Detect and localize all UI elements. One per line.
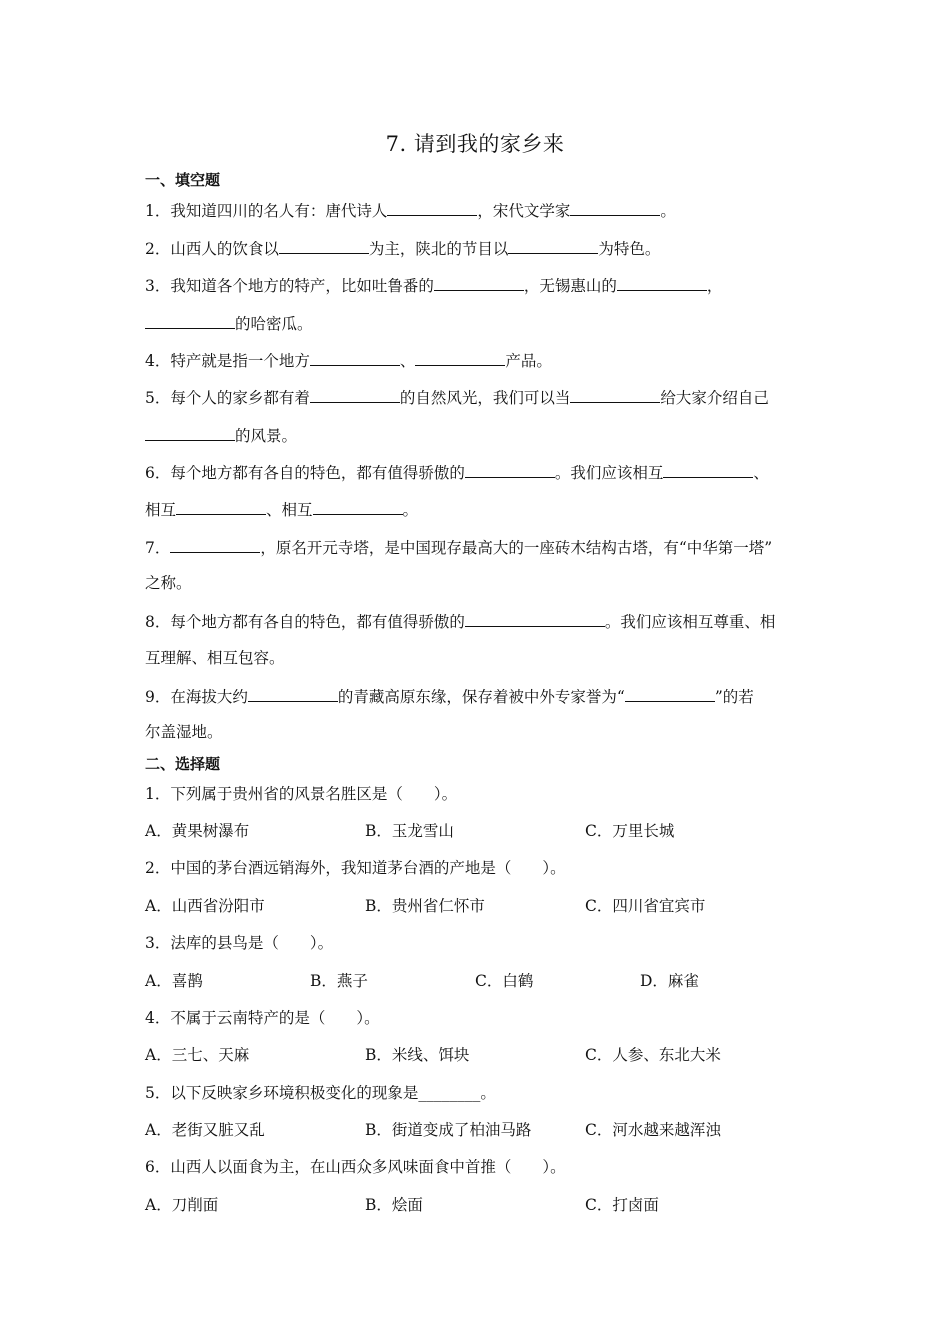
choice-6-option-b[interactable]: B．烩面 xyxy=(365,1196,423,1214)
answer-blank[interactable] xyxy=(170,536,260,553)
answer-blank[interactable] xyxy=(508,237,598,254)
answer-blank[interactable] xyxy=(145,312,235,329)
choice-2-option-c[interactable]: C．四川省宜宾市 xyxy=(585,897,706,915)
choice-question-2: 2．中国的茅台酒远销海外，我知道茅台酒的产地是（ ）。 xyxy=(145,859,566,877)
fill-question-7-cont: 之称。 xyxy=(145,574,192,592)
answer-blank[interactable] xyxy=(313,498,403,515)
choice-5-option-b[interactable]: B．街道变成了柏油马路 xyxy=(365,1121,532,1139)
choice-2-option-a[interactable]: A．山西省汾阳市 xyxy=(145,897,265,915)
fill-question-5: 5．每个人的家乡都有着 的自然风光，我们可以当 给大家介绍自己 xyxy=(145,386,810,408)
fill-question-3-cont: 的哈密瓜。 xyxy=(145,312,810,334)
fill-question-4: 4．特产就是指一个地方 、 产品。 xyxy=(145,349,810,371)
answer-blank[interactable] xyxy=(279,237,369,254)
fill-question-9: 9．在海拔大约 的青藏高原东缘，保存着被中外专家誉为“ ”的若 xyxy=(145,685,810,707)
fill-question-9-cont: 尔盖湿地。 xyxy=(145,723,223,741)
section-fill-heading: 一、填空题 xyxy=(145,171,221,189)
choice-3-option-d[interactable]: D．麻雀 xyxy=(640,972,699,990)
answer-blank[interactable] xyxy=(570,386,660,403)
fill-question-8-cont: 互理解、相互包容。 xyxy=(145,649,285,667)
choice-question-4: 4．不属于云南特产的是（ ）。 xyxy=(145,1009,380,1027)
choice-2-option-b[interactable]: B．贵州省仁怀市 xyxy=(365,897,485,915)
answer-blank[interactable] xyxy=(415,349,505,366)
choice-question-1: 1．下列属于贵州省的风景名胜区是（ ）。 xyxy=(145,785,458,803)
choice-1-option-a[interactable]: A．黄果树瀑布 xyxy=(145,822,250,840)
choice-3-option-b[interactable]: B．燕子 xyxy=(310,972,368,990)
answer-blank[interactable] xyxy=(570,199,660,216)
fill-question-1: 1．我知道四川的名人有：唐代诗人 ，宋代文学家 。 xyxy=(145,199,810,221)
choice-question-6: 6．山西人以面食为主，在山西众多风味面食中首推（ ）。 xyxy=(145,1158,566,1176)
answer-blank[interactable] xyxy=(617,274,707,291)
answer-blank[interactable] xyxy=(465,610,605,627)
section-choice-heading: 二、选择题 xyxy=(145,755,221,773)
fill-question-8: 8．每个地方都有各自的特色，都有值得骄傲的 。我们应该相互尊重、相 xyxy=(145,610,810,632)
choice-6-option-c[interactable]: C．打卤面 xyxy=(585,1196,659,1214)
answer-blank[interactable] xyxy=(310,349,400,366)
choice-3-option-a[interactable]: A．喜鹊 xyxy=(145,972,203,990)
fill-question-2: 2．山西人的饮食以 为主，陕北的节目以 为特色。 xyxy=(145,237,810,259)
fill-question-5-cont: 的风景。 xyxy=(145,424,810,446)
answer-blank[interactable] xyxy=(625,685,715,702)
choice-1-option-c[interactable]: C．万里长城 xyxy=(585,822,675,840)
page-title: 7. 请到我的家乡来 xyxy=(385,132,565,156)
choice-question-3: 3．法库的县鸟是（ ）。 xyxy=(145,934,334,952)
choice-1-option-b[interactable]: B．玉龙雪山 xyxy=(365,822,454,840)
answer-blank[interactable] xyxy=(434,274,524,291)
choice-4-option-a[interactable]: A．三七、天麻 xyxy=(145,1046,250,1064)
answer-blank[interactable] xyxy=(387,199,477,216)
choice-4-option-c[interactable]: C．人参、东北大米 xyxy=(585,1046,721,1064)
choice-4-option-b[interactable]: B．米线、饵块 xyxy=(365,1046,470,1064)
choice-3-option-c[interactable]: C．白鹤 xyxy=(475,972,534,990)
choice-5-option-c[interactable]: C．河水越来越浑浊 xyxy=(585,1121,721,1139)
choice-5-option-a[interactable]: A．老街又脏又乱 xyxy=(145,1121,265,1139)
answer-blank[interactable] xyxy=(248,685,338,702)
answer-blank[interactable] xyxy=(176,498,266,515)
fill-question-6: 6．每个地方都有各自的特色，都有值得骄傲的 。我们应该相互 、 xyxy=(145,461,810,483)
fill-question-7: 7． ，原名开元寺塔，是中国现存最高大的一座砖木结构古塔，有“中华第一塔” xyxy=(145,536,810,558)
answer-blank[interactable] xyxy=(145,424,235,441)
fill-question-3: 3．我知道各个地方的特产，比如吐鲁番的 ，无锡惠山的 ， xyxy=(145,274,810,296)
choice-6-option-a[interactable]: A．刀削面 xyxy=(145,1196,219,1214)
fill-question-6-cont: 相互 、相互 。 xyxy=(145,498,810,520)
choice-question-5: 5．以下反映家乡环境积极变化的现象是________。 xyxy=(145,1084,496,1102)
answer-blank[interactable] xyxy=(663,461,753,478)
answer-blank[interactable] xyxy=(310,386,400,403)
answer-blank[interactable] xyxy=(465,461,555,478)
